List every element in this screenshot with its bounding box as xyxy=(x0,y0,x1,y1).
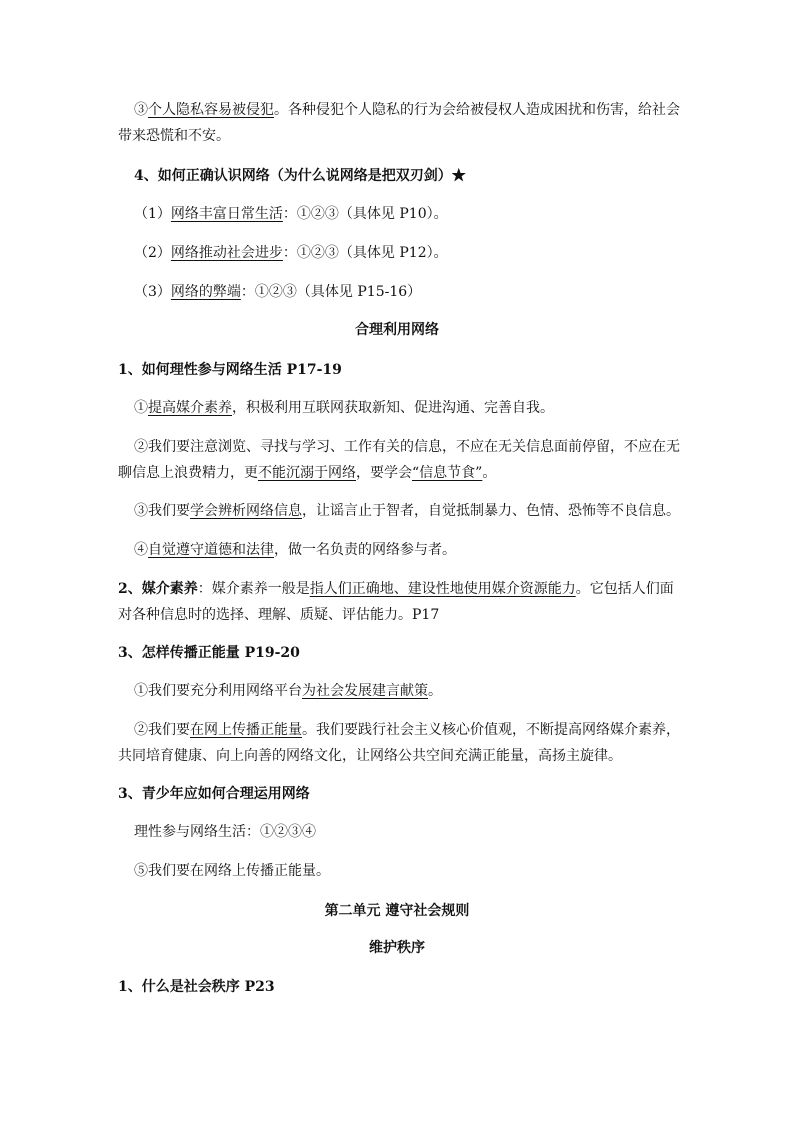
paragraph xyxy=(0,681,794,701)
heading-3: 3、怎样传播正能量 P19-20 xyxy=(118,645,300,661)
underlined-phrase: 自觉遵守道德和法律 xyxy=(148,542,274,558)
paragraph-text: ②我们要注意浏览、寻找与学习、工作有关的信息，不应在无关信息面前停留，不应在无 xyxy=(134,439,680,455)
list-marker: （1） xyxy=(134,206,171,222)
paragraph-text: ：媒介素养一般是 xyxy=(197,581,310,597)
underlined-phrase: 为社会发展建言献策 xyxy=(302,683,428,699)
underlined-phrase: 网络推动社会进步 xyxy=(170,245,283,261)
paragraph xyxy=(0,540,794,560)
circle-number: ① xyxy=(134,400,148,416)
term-label: 2、媒介素养 xyxy=(118,581,198,597)
underlined-phrase: 网络丰富日常生活 xyxy=(170,206,283,222)
paragraph-text: ，让谣言止于智者，自觉抵制暴力、色情、恐怖等不良信息。 xyxy=(302,503,680,519)
paragraph-text: ②我们要 xyxy=(134,722,190,738)
paragraph-text: ，要学会 xyxy=(356,465,412,481)
underlined-phrase: “信息节食” xyxy=(412,465,483,481)
section-title: 合理利用网络 xyxy=(355,322,439,338)
unit-title: 第二单元 遵守社会规则 xyxy=(324,903,470,919)
paragraph xyxy=(0,463,794,483)
paragraph-text: 。各种侵犯个人隐私的行为会给被侵权人造成困扰和伤害，给社会 xyxy=(274,102,680,118)
paragraph-text: 带来恐慌和不安。 xyxy=(118,128,230,144)
paragraph-text: 共同培育健康、向上向善的网络文化，让网络公共空间充满正能量，高扬主旋律。 xyxy=(118,748,622,764)
list-item xyxy=(0,282,794,302)
underlined-phrase: 指人们正确地、建设性地使用媒介资源能力 xyxy=(309,581,576,597)
list-text: ：①②③（具体见 P15-16） xyxy=(240,284,422,300)
heading-1: 1、如何理性参与网络生活 P17-19 xyxy=(118,362,342,378)
underlined-phrase: 个人隐私容易被侵犯 xyxy=(148,102,274,118)
list-text: ：①②③（具体见 P10）。 xyxy=(282,206,448,222)
underlined-phrase: 学会辨析网络信息 xyxy=(190,503,302,519)
heading-1: 1、什么是社会秩序 P23 xyxy=(118,979,275,995)
definition-paragraph xyxy=(0,579,794,599)
paragraph-privacy xyxy=(0,100,794,120)
paragraph-text: ⑤我们要在网络上传播正能量。 xyxy=(134,863,330,879)
paragraph-text: 。 xyxy=(482,465,497,481)
list-item xyxy=(0,204,794,224)
paragraph-text: ，积极利用互联网获取新知、促进沟通、完善自我。 xyxy=(232,400,554,416)
paragraph-text: ③我们要 xyxy=(134,503,190,519)
underlined-phrase: 在网上传播正能量 xyxy=(190,722,302,738)
underlined-phrase: 不能沉溺于网络 xyxy=(258,465,356,481)
paragraph-text: ，做一名负责的网络参与者。 xyxy=(274,542,456,558)
list-marker: （2） xyxy=(134,245,171,261)
circle-number: ④ xyxy=(134,542,148,558)
underlined-phrase: 网络的弊端 xyxy=(170,284,241,300)
paragraph xyxy=(0,720,794,740)
paragraph xyxy=(0,501,794,521)
paragraph-text: 理性参与网络生活：①②③④ xyxy=(134,824,316,840)
paragraph-text: 对各种信息时的选择、理解、质疑、评估能力。P17 xyxy=(118,607,440,623)
paragraph-text: 聊信息上浪费精力，更 xyxy=(118,465,258,481)
paragraph-text: 。 xyxy=(428,683,442,699)
list-marker: （3） xyxy=(134,284,171,300)
heading-4: 4、如何正确认识网络（为什么说网络是把双刃剑）★ xyxy=(134,168,466,184)
list-item xyxy=(0,243,794,263)
paragraph xyxy=(0,398,794,418)
paragraph-text: 。我们要践行社会主义核心价值观，不断提高网络媒介素养， xyxy=(302,722,680,738)
list-text: ：①②③（具体见 P12）。 xyxy=(282,245,448,261)
lesson-title: 维护秩序 xyxy=(369,940,425,956)
paragraph-text: 。它包括人们面 xyxy=(575,581,674,597)
circle-number: ③ xyxy=(134,102,148,118)
paragraph-text: ①我们要充分利用网络平台 xyxy=(134,683,302,699)
underlined-phrase: 提高媒介素养 xyxy=(148,400,232,416)
heading-3b: 3、青少年应如何合理运用网络 xyxy=(118,786,310,802)
